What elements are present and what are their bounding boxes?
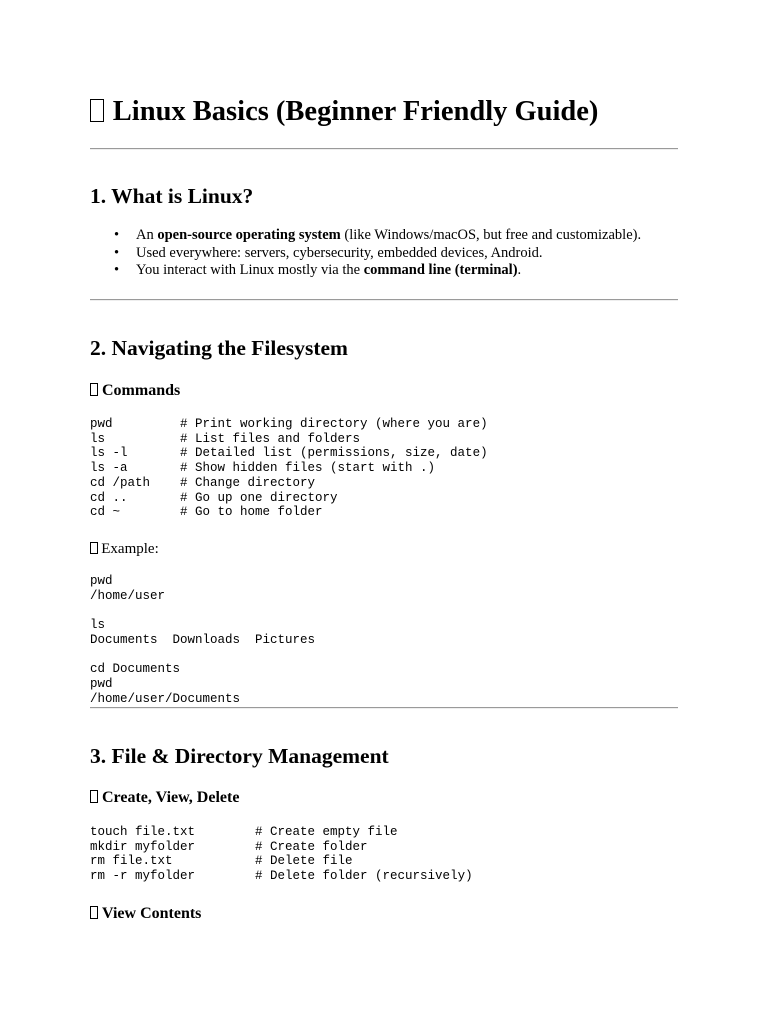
bullet-icon: • — [114, 262, 120, 278]
bullet-icon: • — [114, 244, 120, 261]
code-line — [90, 869, 473, 883]
list-item: • You interact with Linux mostly via the command line (terminal). — [114, 262, 522, 278]
emoji-placeholder-icon — [90, 542, 98, 554]
section-heading-what-is-linux: 1. What is Linux? — [90, 184, 254, 208]
code-command: rm -r myfolder — [90, 869, 256, 884]
code-comment: # Change directory — [180, 475, 316, 490]
code-line: ls — [90, 618, 106, 633]
code-line — [90, 417, 488, 431]
code-command: cd /path — [90, 475, 181, 490]
code-comment: # Delete folder (recursively) — [255, 869, 473, 884]
code-comment: # Print working directory (where you are) — [180, 417, 488, 431]
emoji-placeholder-icon — [90, 383, 98, 396]
code-block-navigation-example — [90, 574, 315, 706]
code-comment: # Create folder — [255, 839, 368, 854]
list-item: • An open-source operating system (like Windows/macOS, but free and customizable). — [114, 227, 642, 243]
code-comment: # Go up one directory — [180, 490, 338, 505]
code-line: pwd — [90, 574, 113, 588]
code-comment: # Show hidden files (start with .) — [180, 461, 436, 476]
code-comment: # Detailed list (permissions, size, date) — [180, 446, 488, 461]
emoji-placeholder-icon — [90, 99, 104, 122]
code-block-file-commands — [90, 825, 473, 884]
code-line: cd Documents — [90, 662, 181, 677]
bullet-icon: • — [114, 227, 120, 243]
emoji-placeholder-icon — [90, 790, 98, 803]
code-command: mkdir myfolder — [90, 839, 256, 854]
code-command: ls -l — [90, 446, 181, 461]
section-heading-navigating-filesystem: 2. Navigating the Filesystem — [90, 336, 348, 360]
code-line: /home/user — [90, 588, 166, 603]
code-command: ls — [90, 431, 181, 446]
subheading-view-contents: View Contents — [90, 904, 201, 924]
code-block-navigation-commands — [90, 417, 488, 520]
code-command: rm file.txt — [90, 854, 256, 869]
code-command: pwd — [90, 417, 181, 431]
code-line — [90, 461, 435, 475]
code-comment: # Create empty file — [255, 825, 398, 839]
code-comment: # Delete file — [255, 854, 353, 869]
code-line — [90, 476, 315, 490]
code-command: touch file.txt — [90, 825, 256, 839]
code-line: Documents Downloads Pictures — [90, 632, 316, 647]
list-item: • Used everywhere: servers, cybersecurity, embedded devices, Android. — [114, 244, 543, 261]
code-line — [90, 491, 338, 505]
code-command: cd ~ — [90, 505, 181, 520]
subheading-create-view-delete: Create, View, Delete — [90, 788, 239, 808]
divider — [90, 299, 678, 301]
code-line — [90, 432, 360, 446]
code-line — [90, 446, 488, 460]
code-command: cd .. — [90, 490, 181, 505]
divider — [90, 707, 678, 709]
code-line — [90, 840, 368, 854]
divider — [90, 148, 678, 150]
code-line — [90, 505, 323, 519]
what-is-linux-list — [90, 227, 641, 280]
code-line: /home/user/Documents — [90, 691, 241, 706]
code-comment: # Go to home folder — [180, 505, 323, 520]
example-label: Example: — [90, 539, 159, 559]
code-line — [90, 825, 398, 839]
code-line — [90, 854, 353, 868]
page-title-text: Linux Basics (Beginner Friendly Guide) — [112, 96, 599, 127]
page-title — [90, 92, 598, 132]
code-comment: # List files and folders — [180, 431, 361, 446]
subheading-commands: Commands — [90, 381, 180, 401]
code-line: pwd — [90, 676, 113, 691]
code-command: ls -a — [90, 461, 181, 476]
section-heading-file-directory-management: 3. File & Directory Management — [90, 744, 389, 768]
emoji-placeholder-icon — [90, 906, 98, 919]
